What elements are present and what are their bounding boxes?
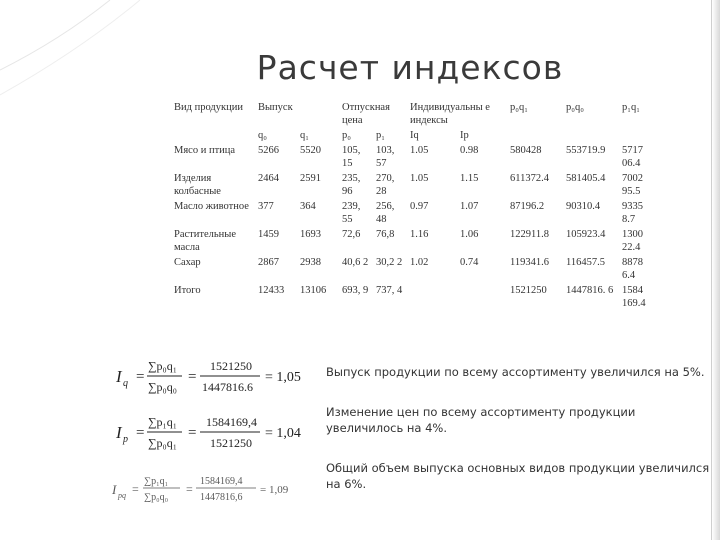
cell-q0: 5266	[258, 145, 279, 156]
cell-p1: 270, 28	[376, 173, 395, 197]
formula-block	[110, 350, 320, 520]
svg-text:pq: pq	[118, 491, 126, 500]
formula-den-val: 1447816,6	[200, 492, 243, 503]
header-p1: p₁	[376, 130, 385, 141]
conclusion-output: Выпуск продукции по всему ассортименту увеличился на 5%.	[326, 365, 705, 379]
cell-q1: 1693	[300, 229, 321, 240]
table-row	[172, 255, 654, 283]
cell-name: Растительные масла	[174, 229, 236, 253]
header-output: Выпуск	[258, 102, 293, 113]
formula-den-expr: ∑p₀q₁	[148, 436, 177, 450]
cell-p0q0: 116457.5	[566, 257, 606, 268]
cell-q0: 2867	[258, 257, 279, 268]
cell-p0: 72,6	[342, 229, 361, 240]
formula-lhs: I	[112, 482, 117, 497]
cell-p1q1: 9335 8.7	[622, 201, 644, 225]
svg-text:q: q	[123, 378, 128, 389]
cell-ip: 0.98	[460, 145, 479, 156]
formula-num-val: 1521250	[210, 359, 252, 373]
cell-p0q1: 119341.6	[510, 257, 550, 268]
cell-ip: 1.07	[460, 201, 479, 212]
svg-text:=: =	[132, 482, 139, 496]
header-q0: q₀	[258, 130, 267, 141]
formula-den-expr: ∑p₀q₀	[144, 492, 169, 503]
index-table	[172, 100, 654, 311]
formula-den-expr: ∑p₀q₀	[148, 380, 177, 394]
cell-q0: 377	[258, 201, 274, 212]
cell-p1: 256, 48	[376, 201, 395, 225]
table-body	[172, 143, 654, 311]
cell-p0q0: 553719.9	[566, 145, 606, 156]
formula-ipq	[110, 462, 320, 518]
cell-ip: 1.06	[460, 229, 479, 240]
cell-iq: 0.97	[410, 201, 429, 212]
cell-p1: 76,8	[376, 229, 395, 240]
cell-p1: 103, 57	[376, 145, 395, 169]
formula-num-val: 1584169,4	[200, 476, 243, 487]
cell-p0q1: 580428	[510, 145, 542, 156]
cell-p0q0: 581405.4	[566, 173, 606, 184]
cell-q1: 2938	[300, 257, 321, 268]
cell-p0: 105, 15	[342, 145, 361, 169]
cell-p1q1: 7002 95.5	[622, 173, 644, 197]
cell-q1: 2591	[300, 173, 321, 184]
conclusion-volume: Общий объем выпуска основных видов продукции увеличился на 6%.	[326, 461, 710, 491]
table-subheader-row	[172, 128, 654, 143]
svg-text:p: p	[123, 434, 128, 445]
header-ip: Ip	[460, 130, 469, 141]
table-row	[172, 227, 654, 255]
table-row	[172, 199, 654, 227]
cell-ip: 0.74	[460, 257, 479, 268]
cell-iq	[408, 283, 458, 311]
formula-lhs: I	[116, 367, 122, 386]
cell-p1: 737, 4	[376, 285, 403, 296]
header-p0: p₀	[342, 130, 351, 141]
formula-ip	[110, 406, 320, 462]
header-p1q1: p₁q₁	[622, 102, 640, 113]
cell-p0: 40,6 2	[342, 257, 369, 268]
cell-q1: 13106	[300, 285, 327, 296]
cell-name: Мясо и птица	[174, 145, 236, 156]
cell-name: Итого	[174, 285, 201, 296]
formula-den-val: 1447816.6	[202, 380, 253, 394]
svg-text:=: =	[188, 369, 197, 385]
table-header-row	[172, 100, 654, 128]
cell-name: Изделия колбасные	[174, 173, 221, 197]
cell-p1q1: 5717 06.4	[622, 145, 644, 169]
cell-p0: 693, 9	[342, 285, 369, 296]
slide-right-border	[711, 0, 720, 540]
table-row	[172, 143, 654, 171]
svg-text:=: =	[136, 425, 145, 441]
formula-num-expr: ∑p₁q₁	[144, 476, 169, 487]
cell-q0: 12433	[258, 285, 285, 296]
cell-p0q0: 105923.4	[566, 229, 606, 240]
cell-iq: 1.05	[410, 145, 429, 156]
svg-text:=: =	[186, 482, 193, 496]
formula-num-val: 1584169,4	[206, 415, 257, 429]
cell-p0q1: 87196.2	[510, 201, 545, 212]
cell-q1: 5520	[300, 145, 321, 156]
slide-title: Расчет индексов	[256, 48, 564, 87]
formula-num-expr: ∑p₀q₁	[148, 359, 177, 373]
cell-q0: 1459	[258, 229, 279, 240]
cell-p0q0: 1447816. 6	[566, 285, 614, 296]
header-q1: q₁	[300, 130, 309, 141]
cell-p0q1: 122911.8	[510, 229, 550, 240]
formula-result: = 1,05	[265, 370, 301, 385]
header-p0q0: p₀q₀	[566, 102, 584, 113]
cell-iq: 1.16	[410, 229, 429, 240]
cell-p0q1: 611372.4	[510, 173, 550, 184]
cell-p1q1: 8878 6.4	[622, 257, 644, 281]
svg-text:=: =	[136, 369, 145, 385]
cell-p0q1: 1521250	[510, 285, 547, 296]
cell-iq: 1.02	[410, 257, 429, 268]
cell-ip: 1.15	[460, 173, 479, 184]
cell-name: Сахар	[174, 257, 201, 268]
header-iq: Iq	[410, 130, 419, 141]
cell-p0q0: 90310.4	[566, 201, 601, 212]
cell-p1q1: 1584 169.4	[622, 285, 646, 309]
formula-iq	[110, 350, 320, 406]
table-row	[172, 171, 654, 199]
cell-iq: 1.05	[410, 173, 429, 184]
conclusion-prices: Изменение цен по всему ассортименту продукции увеличилось на 4%.	[326, 405, 636, 435]
cell-p1: 30,2 2	[376, 257, 403, 268]
table-row	[172, 283, 654, 311]
header-product: Вид продукции	[174, 102, 243, 113]
svg-text:=: =	[188, 425, 197, 441]
cell-p0: 239, 55	[342, 201, 361, 225]
formula-den-val: 1521250	[210, 436, 252, 450]
cell-q0: 2464	[258, 173, 279, 184]
header-price: Отпускная цена	[342, 102, 390, 126]
cell-name: Масло животное	[174, 201, 249, 212]
cell-q1: 364	[300, 201, 316, 212]
formula-result: = 1,09	[260, 484, 289, 496]
cell-p1q1: 1300 22.4	[622, 229, 644, 253]
formula-lhs: I	[116, 423, 122, 442]
formula-num-expr: ∑p₁q₁	[148, 415, 177, 429]
header-p0q1: p₀q₁	[510, 102, 528, 113]
formula-result: = 1,04	[265, 426, 301, 441]
header-indiv: Индивидуальны е индексы	[410, 102, 490, 126]
cell-ip	[458, 283, 508, 311]
cell-p0: 235, 96	[342, 173, 361, 197]
